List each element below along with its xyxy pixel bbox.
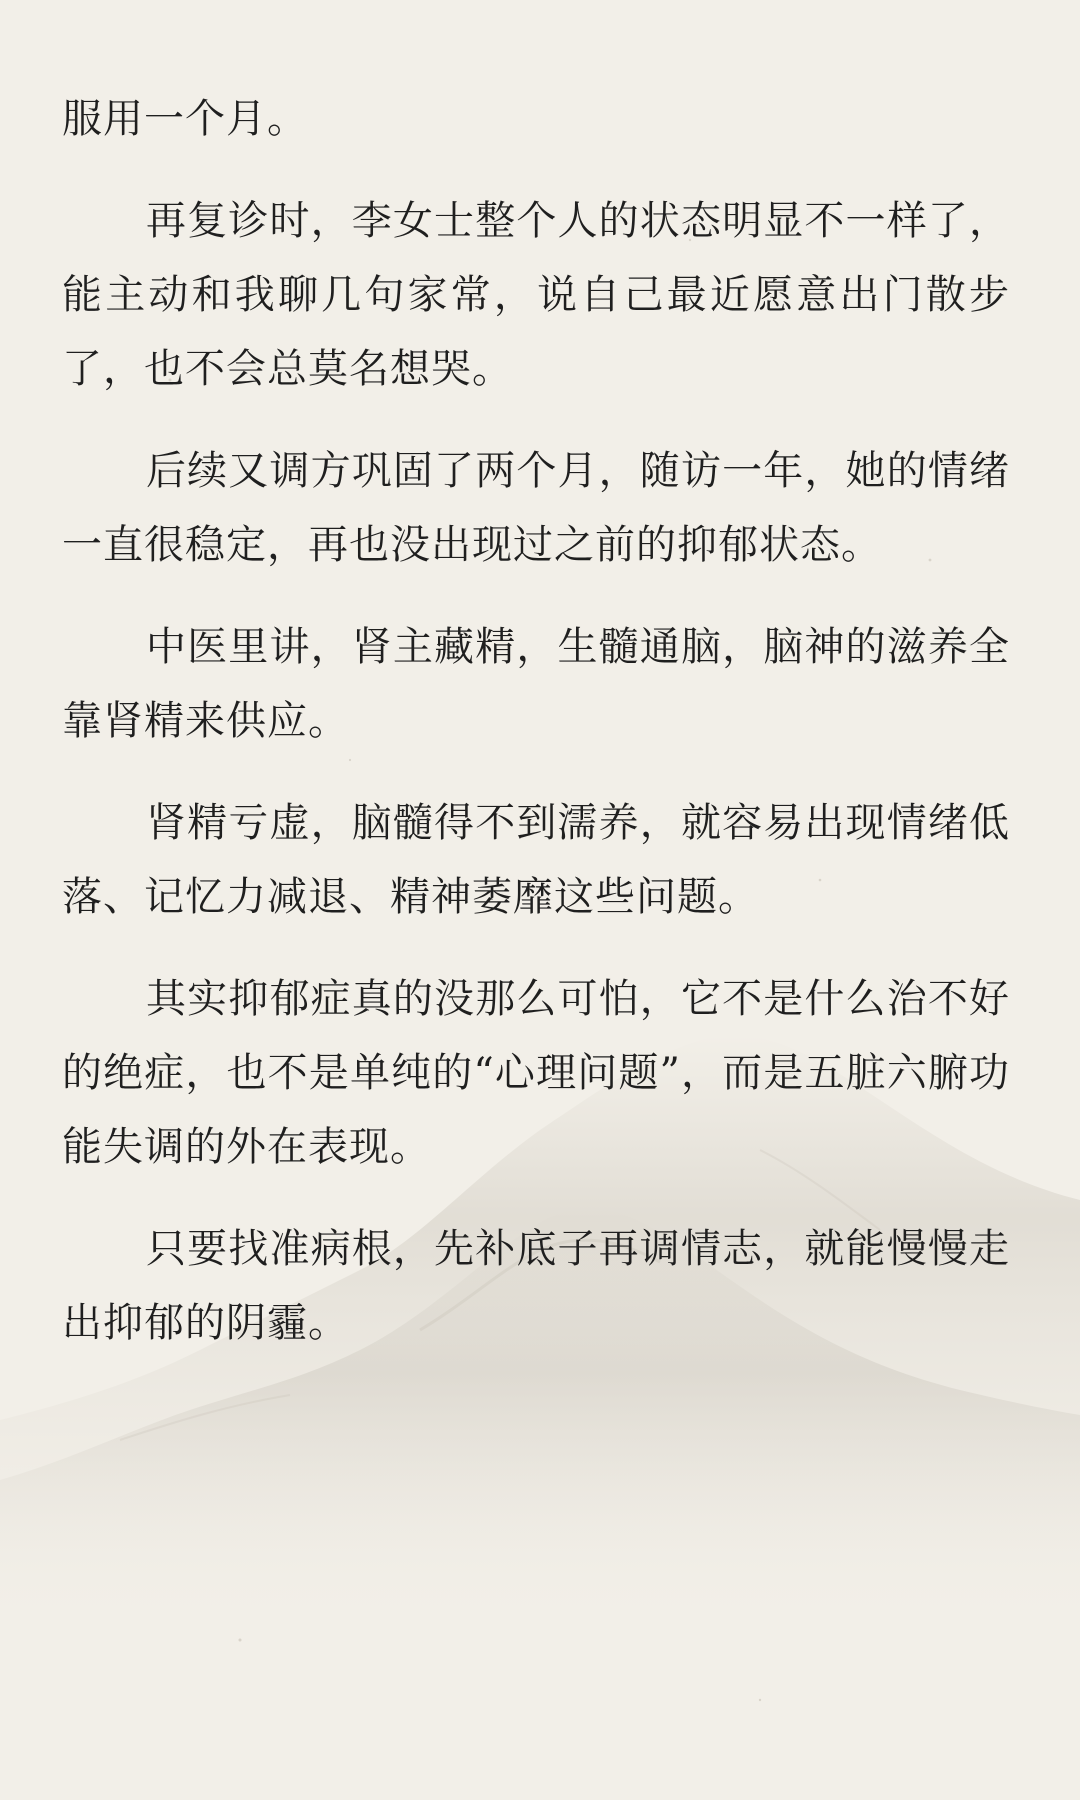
article-body: [62, 82, 1010, 1388]
paragraph-depression-view: 其实抑郁症真的没那么可怕，它不是什么治不好的绝症，也不是单纯的“心理问题”，而是五脏六腑功能失调的外在表现。: [62, 976, 1010, 1170]
paragraph-conclusion: 只要找准病根，先补底子再调情志，就能慢慢走出抑郁的阴霾。: [62, 1226, 1010, 1346]
paragraph-continuation: 服用一个月。: [62, 96, 308, 142]
paragraph-kidney-essence: 肾精亏虚，脑髓得不到濡养，就容易出现情绪低落、记忆力减退、精神萎靡这些问题。: [62, 800, 1010, 920]
paragraph-tcm-theory: 中医里讲，肾主藏精，生髓通脑，脑神的滋养全靠肾精来供应。: [62, 624, 1010, 744]
paragraph-consolidation: 后续又调方巩固了两个月，随访一年，她的情绪一直很稳定，再也没出现过之前的抑郁状态。: [62, 448, 1010, 568]
paragraph-follow-up-visit: 再复诊时，李女士整个人的状态明显不一样了，能主动和我聊几句家常，说自己最近愿意出门散步了，也不会总莫名想哭。: [62, 198, 1010, 392]
